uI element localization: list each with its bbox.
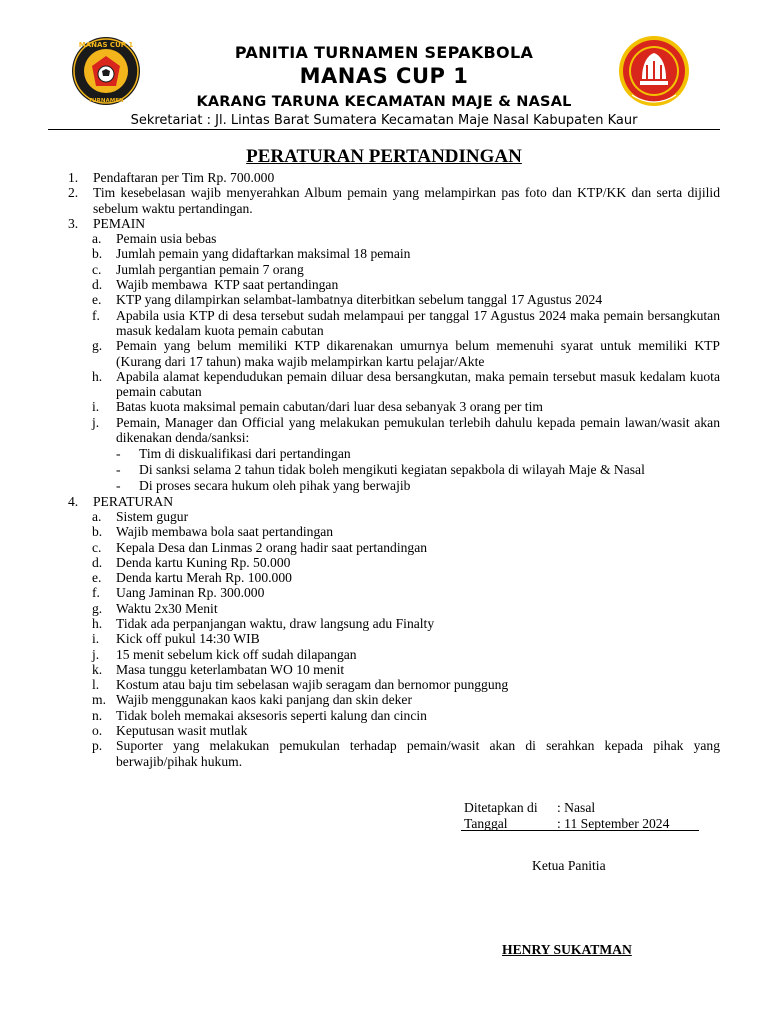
sub-letter: e. [92,570,102,586]
sub-letter: i. [92,631,100,647]
sub-letter: g. [92,600,103,616]
sub-letter: n. [92,707,103,723]
list-item [0,185,768,216]
sanction-text: Tim di diskualifikasi dari pertandingan [139,446,351,462]
sub-text: Keputusan wasit mutlak [116,723,248,739]
sub-letter: h. [92,616,103,631]
sub-letter: p. [92,738,103,754]
date-label: Tanggal [464,815,508,831]
logo-ring-text: MANAS CUP 1 [78,41,134,49]
sub-item [0,585,768,600]
sub-text: Kick off pukul 14:30 WIB [116,631,260,647]
sub-text: Wajib menggunakan kaos kaki panjang dan skin deker [116,692,412,708]
sub-text: Jumlah pergantian pemain 7 orang [116,261,304,277]
item-number: 2. [68,185,79,201]
sub-text: Tidak ada perpanjangan waktu, draw langsung adu Finalty [116,616,435,631]
list-item [0,170,768,185]
sub-item [0,708,768,723]
sub-item [0,738,768,769]
sub-item [0,692,768,707]
sub-letter: h. [92,368,103,384]
sub-item [0,616,768,631]
sub-text: Denda kartu Merah Rp. 100.000 [116,570,292,586]
sanction-item [0,445,768,461]
item-number: 1. [68,170,79,185]
sub-text: 15 menit sebelum kick off sudah dilapangan [116,646,357,662]
sub-item [0,647,768,662]
sub-letter: j. [92,414,100,430]
sub-letter: g. [92,338,103,354]
sub-item [0,231,768,246]
sub-letter: d. [92,554,103,570]
sub-item [0,677,768,692]
sanction-item [0,478,768,494]
sub-letter: i. [92,399,100,415]
enactment-block [464,800,669,831]
sub-item [0,338,768,369]
place-row [464,800,669,816]
sub-text: Pemain usia bebas [116,231,217,247]
date-value: : 11 September 2024 [557,815,670,831]
sub-text: Denda kartu Kuning Rp. 50.000 [116,554,291,570]
sub-item [0,262,768,277]
sub-item [0,601,768,616]
sub-letter: c. [92,539,102,555]
sub-letter: o. [92,723,103,739]
sub-letter: l. [92,677,100,693]
sub-letter: a. [92,231,102,247]
item-number: 3. [68,215,79,231]
organization-name: KARANG TARUNA KECAMATAN MAJE & NASAL [196,94,572,110]
header-divider [48,129,720,130]
sub-text: KTP yang dilampirkan selambat-lambatnya diterbitkan sebelum tanggal 17 Agustus 2024 [116,292,603,308]
sub-item [0,662,768,677]
item-text: Pendaftaran per Tim Rp. 700.000 [93,170,275,185]
sub-item [0,277,768,292]
sub-letter: d. [92,277,103,293]
sub-item [0,415,768,446]
sub-item [0,631,768,646]
sub-text: Uang Jaminan Rp. 300.000 [116,585,265,601]
section-heading-pemain: PEMAIN [93,215,146,231]
dash-marker: - [116,446,121,462]
sub-text: Masa tunggu keterlambatan WO 10 menit [116,661,345,677]
sub-item [0,399,768,414]
sub-text: Pemain, Manager dan Official yang melakukan pemukulan terlebih dahulu kepada pemain lawan/wasit akan dikenakan denda/sanksi: [116,414,720,446]
signer-role: Ketua Panitia [532,858,606,873]
sub-letter: a. [92,508,102,524]
sub-item [0,540,768,555]
section-heading-peraturan: PERATURAN [93,493,174,509]
sub-letter: k. [92,661,103,677]
date-row [464,816,669,832]
sub-item [0,246,768,261]
signature-divider [461,830,699,831]
sub-item [0,570,768,585]
organizer-title: PANITIA TURNAMEN SEPAKBOLA [234,43,534,62]
sub-text: Apabila usia KTP di desa tersebut sudah melampaui per tanggal 17 Agustus 2024 maka pemain bersangkutan masuk kedalam kuota pemain cabutan [116,307,720,338]
sanction-text: Di sanksi selama 2 tahun tidak boleh mengikuti kegiatan sepakbola di wilayah Maje & Nasal [139,462,645,478]
sub-text: Wajib membawa KTP saat pertandingan [116,277,339,293]
sanction-item [0,461,768,477]
sub-item [0,369,768,400]
sub-item [0,555,768,570]
sub-item [0,509,768,524]
sanction-text: Di proses secara hukum oleh pihak yang berwajib [139,478,411,494]
sub-text: Tidak boleh memakai aksesoris seperti kalung dan cincin [116,707,427,723]
sub-letter: e. [92,292,102,308]
sub-text: Kostum atau baju tim sebelasan wajib seragam dan bernomor punggung [116,677,509,693]
sub-text: Suporter yang melakukan pemukulan terhadap pemain/wasit akan di serahkan kepada pihak yang berwajib/pihak hukum. [116,738,720,769]
document-title: PERATURAN PERTANDINGAN [246,146,522,167]
secretariat-address: Sekretariat : Jl. Lintas Barat Sumatera Kecamatan Maje Nasal Kabupaten Kaur [130,113,638,128]
sub-letter: j. [92,646,100,662]
karang-taruna-emblem [612,33,696,109]
rules-list [0,170,768,769]
sub-text: Jumlah pemain yang didaftarkan maksimal 18 pemain [116,246,411,262]
dash-marker: - [116,478,121,494]
place-label: Ditetapkan di [464,800,538,815]
sub-item [0,308,768,339]
sub-letter: f. [92,585,100,601]
item-number: 4. [68,493,79,509]
sub-item [0,723,768,738]
place-value: : Nasal [557,800,596,815]
item-text: Tim kesebelasan wajib menyerahkan Album pemain yang melampirkan pas foto dan KTP/KK dan serta dijilid sebelum waktu pertandingan. [93,185,720,216]
sub-text: Kepala Desa dan Linmas 2 orang hadir saat pertandingan [116,539,428,555]
sub-letter: f. [92,307,100,323]
sub-item [0,524,768,539]
event-title: MANAS CUP 1 [299,64,469,88]
signer-name: HENRY SUKATMAN [502,942,632,957]
sub-text: Waktu 2x30 Menit [116,600,218,616]
sub-text: Sistem gugur [116,508,189,524]
sub-letter: m. [92,692,106,708]
sub-letter: b. [92,524,103,540]
sub-text: Wajib membawa bola saat pertandingan [116,524,334,540]
logo-bottom-text: TURNAMEN [88,98,124,104]
sub-text: Apabila alamat kependudukan pemain diluar desa bersangkutan, maka pemain tersebut masuk kedalam kuota pemain cabutan [116,368,720,400]
dash-marker: - [116,462,121,478]
sub-item [0,292,768,307]
list-item [0,216,768,231]
sub-letter: c. [92,261,102,277]
list-item [0,494,768,509]
sub-letter: b. [92,246,103,262]
sub-text: Pemain yang belum memiliki KTP dikarenakan umurnya belum memenuhi syarat untuk memiliki KTP (Kurang dari 17 tahun) maka wajib melampirkan kartu pelajar/Akte [116,338,720,369]
sub-text: Batas kuota maksimal pemain cabutan/dari luar desa sebanyak 3 orang per tim [116,399,543,415]
